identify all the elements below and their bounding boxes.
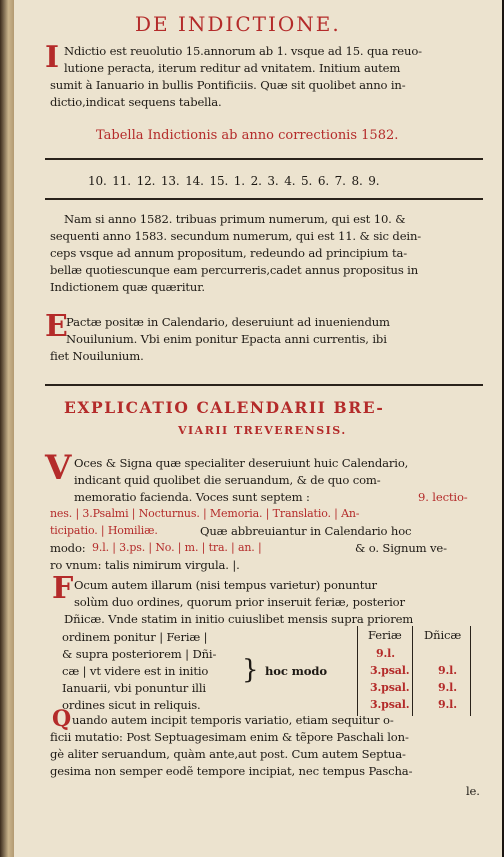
voces-line: Oces & Signa quæ specialiter deseruiunt huic Calendario, xyxy=(74,456,409,470)
table-top-rule xyxy=(45,158,483,160)
order-line: Ianuarii, vbi ponuntur illi xyxy=(62,681,206,695)
table-title: Tabella Indictionis ab anno correctionis 1582. xyxy=(96,128,399,143)
voces-abbrev: 9.l. | 3.ps. | No. | m. | tra. | an. | xyxy=(92,541,262,554)
drop-cap-f: F xyxy=(52,571,74,606)
dnicae-value: 9.l. xyxy=(438,698,457,711)
feriae-value: 3.psal. xyxy=(370,664,410,677)
nam-line: Nam si anno 1582. tribuas primum numerum, qui est 10. & xyxy=(64,212,406,226)
voces-red-line: 9. lectio- xyxy=(418,490,468,504)
feriae-value: 9.l. xyxy=(376,647,395,660)
page-edge xyxy=(0,0,14,857)
voces-line: modo: xyxy=(50,541,86,555)
intro-line: lutione peracta, iterum reditur ad vnitatem. Initium autem xyxy=(64,61,401,75)
dnicae-value: 9.l. xyxy=(438,681,457,694)
dnicae-header: Dñicæ xyxy=(424,628,462,642)
intro-line: Ndictio est reuolutio 15.annorum ab 1. vsque ad 15. qua reuo- xyxy=(64,44,422,58)
voces-line: indicant quid quolibet die seruandum, & de quo com- xyxy=(74,473,381,487)
focum-line: Ocum autem illarum (nisi tempus varietur) ponuntur xyxy=(74,578,377,592)
brace-symbol: } xyxy=(242,655,259,685)
indiction-numbers: 10. 11. 12. 13. 14. 15. 1. 2. 3. 4. 5. 6. 7. 8. 9. xyxy=(88,174,380,188)
order-line: ordinem ponitur | Feriæ | xyxy=(62,630,208,644)
feriae-value: 3.psal. xyxy=(370,681,410,694)
focum-line: Dñicæ. Vnde statim in initio cuiuslibet mensis supra priorem xyxy=(64,612,414,626)
drop-cap-i: I xyxy=(45,40,60,75)
section-title: EXPLICATIO CALENDARII BRE- xyxy=(64,398,385,417)
feriae-value: 3.psal. xyxy=(370,698,410,711)
nam-line: Indictionem quæ quæritur. xyxy=(50,280,205,294)
dnicae-value: 9.l. xyxy=(438,664,457,677)
intro-line: sumit à Ianuario in bullis Pontificiis. Quæ sit quolibet anno in- xyxy=(50,78,406,92)
voces-red-line: ticipatio. | Homiliæ. xyxy=(50,524,158,537)
epactae-line: Nouilunium. Vbi enim ponitur Epacta anni currentis, ibi xyxy=(66,332,387,346)
drop-cap-e: E xyxy=(45,309,68,344)
column-rule xyxy=(412,626,413,716)
epactae-line: Pactæ positæ in Calendario, deseruiunt ad inueniendum xyxy=(66,315,390,329)
section-rule xyxy=(45,384,483,386)
nam-line: sequenti anno 1583. secundum numerum, qui est 11. & sic dein- xyxy=(50,229,422,243)
voces-line: & o. Signum ve- xyxy=(355,541,447,555)
closing-line: ficii mutatio: Post Septuagesimam enim & tẽpore Paschali lon- xyxy=(50,730,409,744)
intro-line: dictio,indicat sequens tabella. xyxy=(50,95,222,109)
closing-line: gesima non semper eodẽ tempore incipiat, nec tempus Pascha- xyxy=(50,764,413,778)
nam-line: ceps vsque ad annum propositum, redeundo ad principium ta- xyxy=(50,246,407,260)
closing-line: gè aliter seruandum, quàm ante,aut post. Cum autem Septua- xyxy=(50,747,406,761)
nam-line: bellæ quotiescunque eam percurreris,cadet annus propositus in xyxy=(50,263,419,277)
column-rule xyxy=(357,626,358,716)
focum-line: solùm duo ordines, quorum prior inseruit feriæ, posterior xyxy=(74,595,405,609)
table-bottom-rule xyxy=(45,198,483,200)
drop-cap-q: Q xyxy=(52,706,72,732)
feriae-header: Feriæ xyxy=(368,628,402,642)
section-subtitle: VIARII TREVERENSIS. xyxy=(178,424,347,437)
voces-line: Quæ abbreuiantur in Calendario hoc xyxy=(200,524,412,538)
voces-line: ro vnum: talis nimirum virgula. |. xyxy=(50,558,240,572)
catchword: le. xyxy=(466,784,480,798)
voces-red-line: nes. | 3.Psalmi | Nocturnus. | Memoria. | Translatio. | An- xyxy=(50,507,360,520)
closing-line: uando autem incipit temporis variatio, etiam sequitur o- xyxy=(72,713,394,727)
column-rule xyxy=(470,626,471,716)
order-line: & supra posteriorem | Dñi- xyxy=(62,647,217,661)
drop-cap-v: V xyxy=(45,448,72,488)
order-line: cæ | vt videre est in initio xyxy=(62,664,209,678)
voces-line: memoratio facienda. Voces sunt septem : xyxy=(74,490,310,504)
page-heading: DE INDICTIONE. xyxy=(135,12,341,36)
epactae-line: fiet Nouilunium. xyxy=(50,349,144,363)
order-line: ordines sicut in reliquis. xyxy=(62,698,201,712)
hoc-modo-label: hoc modo xyxy=(265,664,327,678)
